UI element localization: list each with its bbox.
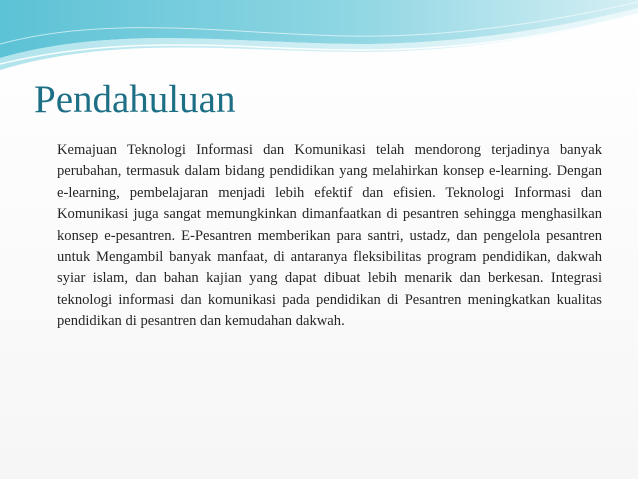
slide-body-text: Kemajuan Teknologi Informasi dan Komunikasi telah mendorong terjadinya banyak perubahan, termasuk dalam bidang pendidikan yang melahirkan konsep e-learning. Dengan e-learning, pembelajaran menjadi lebih efektif dan efisien. Teknologi Informasi dan Komunikasi juga sangat memungkinkan dimanfaatkan di pesantren sehingga menghasilkan konsep e-pesantren. E-Pesantren memberikan para santri, ustadz, dan pengelola pesantren untuk Mengambil banyak manfaat, di antaranya fleksibilitas program pendidikan, dakwah syiar islam, dan bahan kajian yang dapat dibuat lebih menarik dan berkesan. Integrasi teknologi informasi dan komunikasi pada pendidikan di Pesantren meningkatkan kualitas pendidikan di pesantren dan kemudahan dakwah. bbox=[57, 142, 602, 330]
slide-title: Pendahuluan bbox=[34, 78, 236, 121]
wave-decoration-icon bbox=[0, 0, 638, 80]
